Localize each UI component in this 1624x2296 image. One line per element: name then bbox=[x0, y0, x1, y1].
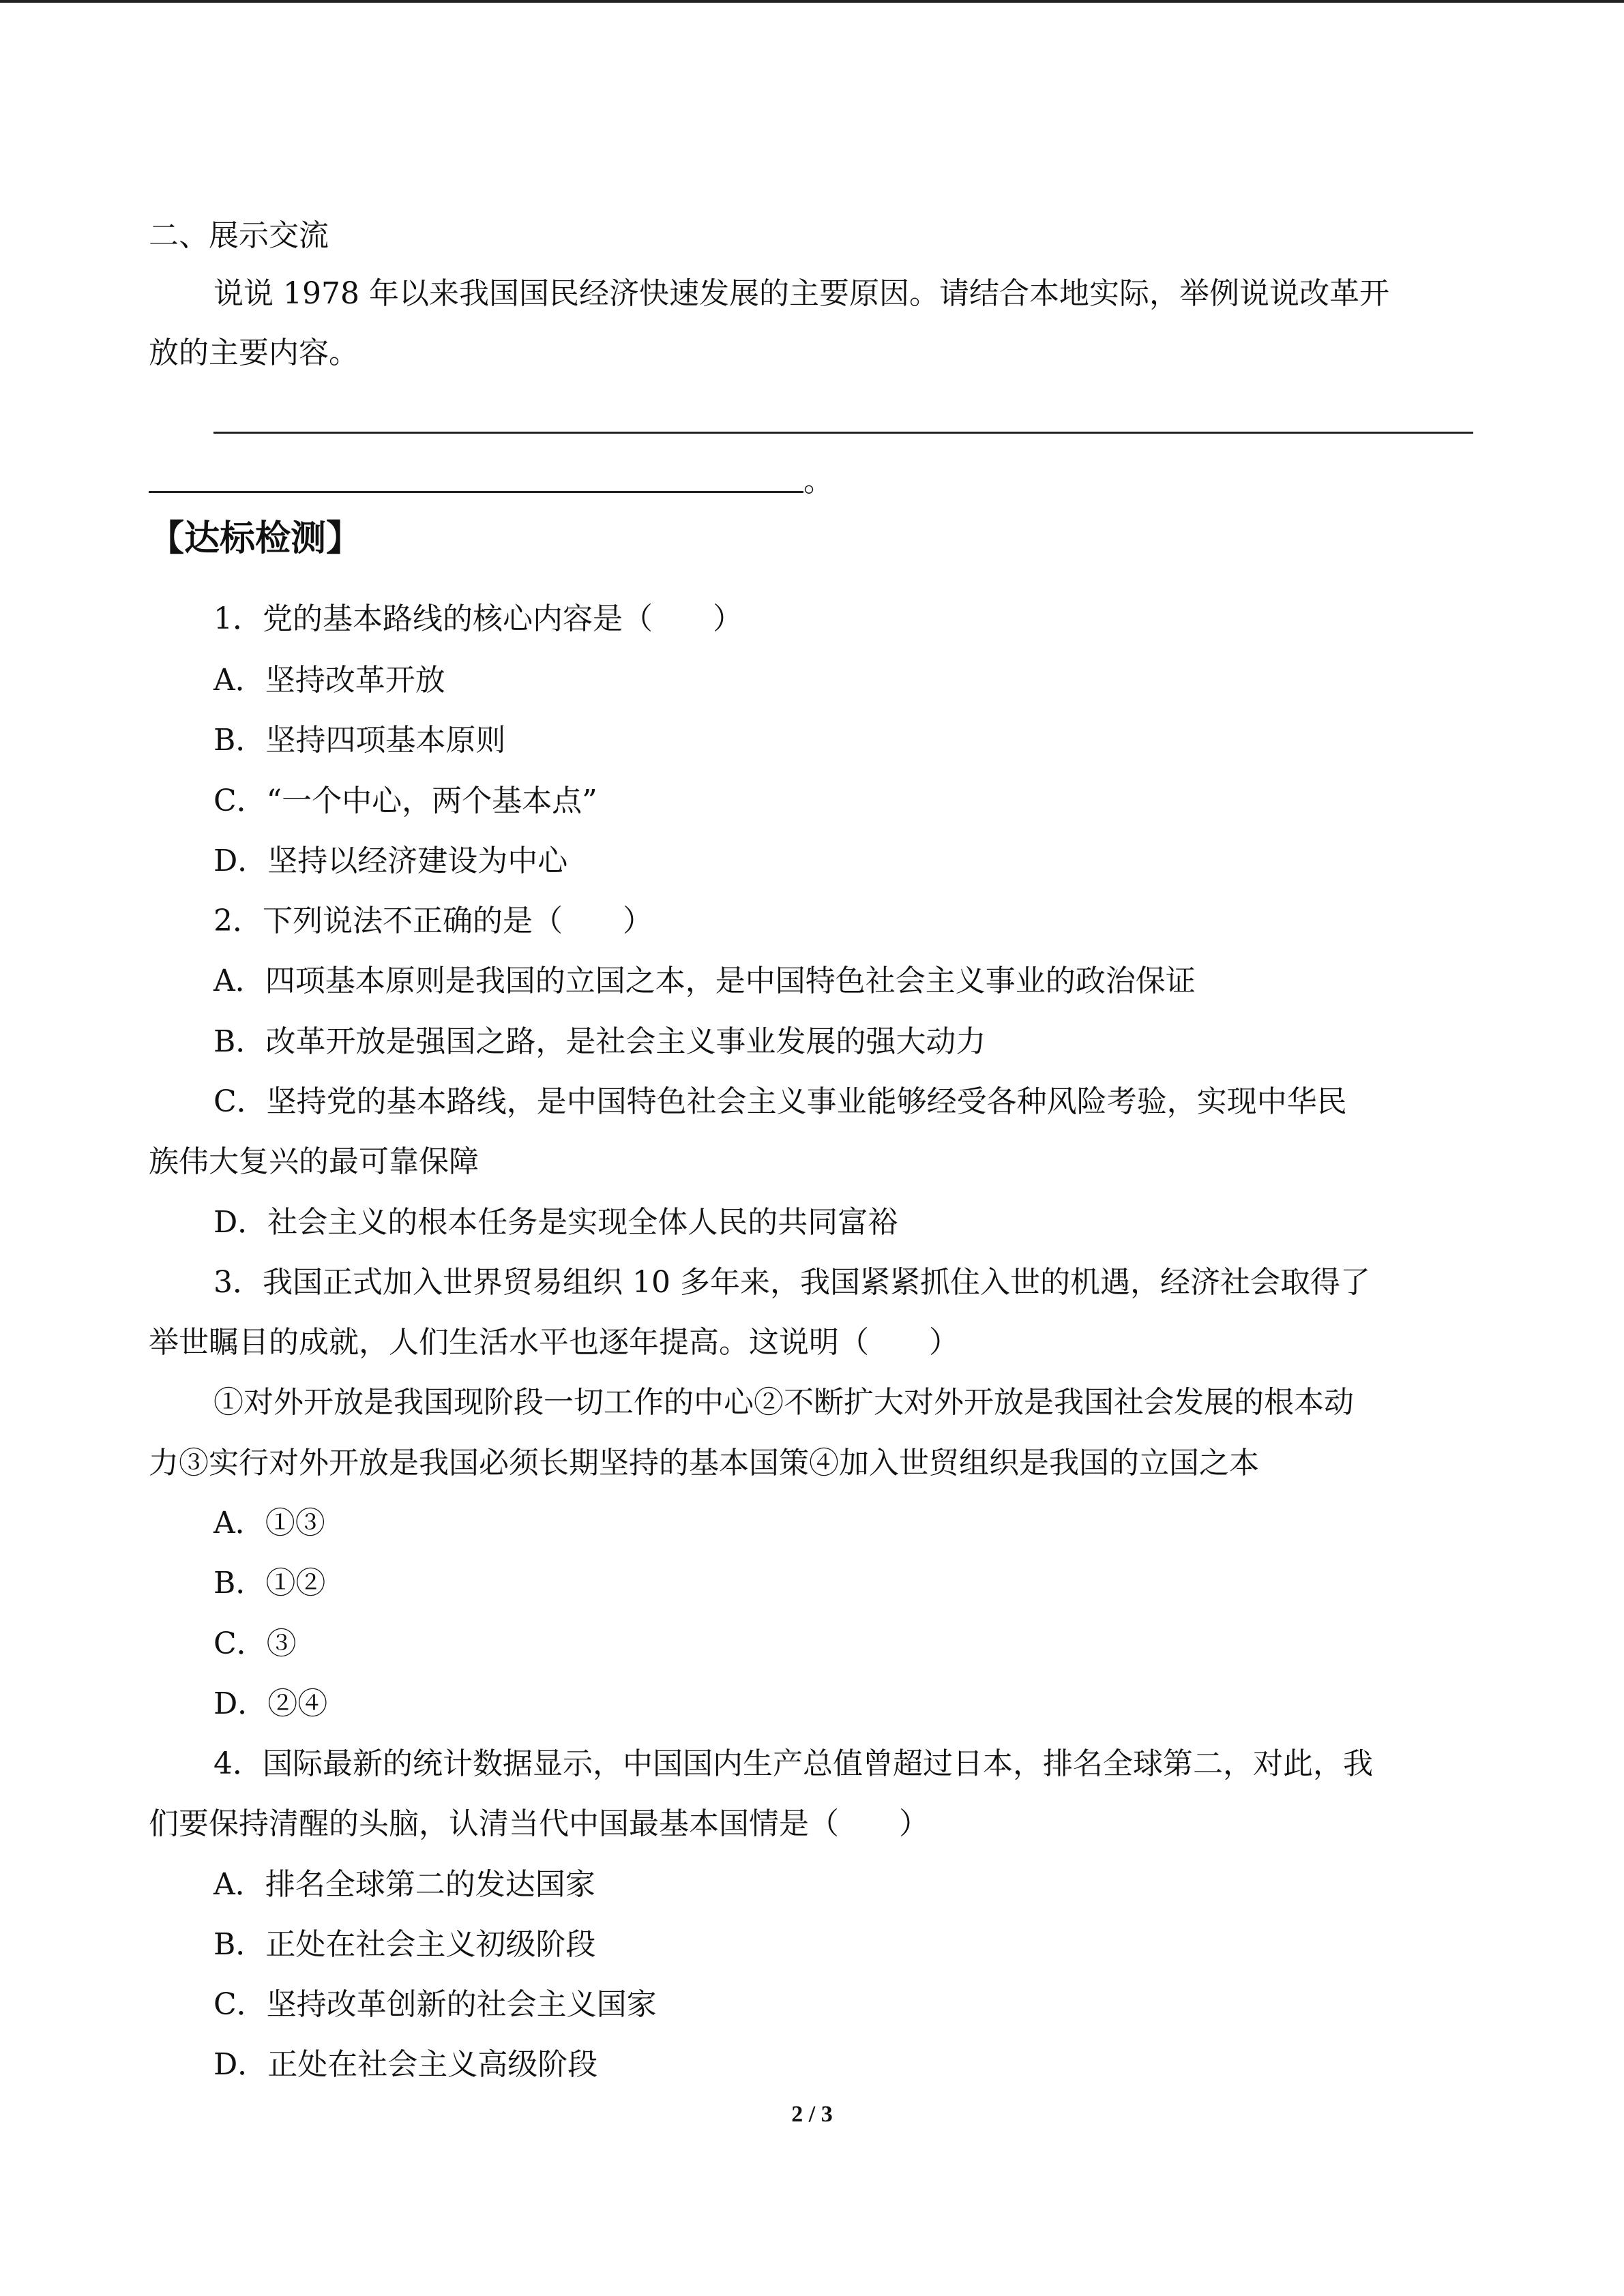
q4-stem-line-1: 4．国际最新的统计数据显示，中国国内生产总值曾超过日本，排名全球第二，对此，我 bbox=[213, 1746, 1373, 1781]
q4-option-a: A．排名全球第二的发达国家 bbox=[213, 1867, 595, 1902]
section-body-line-1: 说说 1978 年以来我国国民经济快速发展的主要原因。请结合本地实际，举例说说改革开 bbox=[213, 276, 1389, 311]
q4-option-c: C．坚持改革创新的社会主义国家 bbox=[213, 1987, 657, 2022]
q2-option-a: A．四项基本原则是我国的立国之本，是中国特色社会主义事业的政治保证 bbox=[213, 964, 1196, 998]
q4-stem-line-2: 们要保持清醒的头脑，认清当代中国最基本国情是（ ） bbox=[149, 1806, 929, 1841]
q1-option-c: C．“一个中心，两个基本点” bbox=[213, 784, 597, 818]
q1-option-b: B．坚持四项基本原则 bbox=[213, 723, 506, 758]
q2-option-c-line-2: 族伟大复兴的最可靠保障 bbox=[149, 1144, 479, 1179]
q4-option-d: D．正处在社会主义高级阶段 bbox=[213, 2047, 598, 2082]
answer-line-1 bbox=[213, 432, 1473, 434]
q3-option-c: C．③ bbox=[213, 1626, 297, 1661]
q2-stem: 2．下列说法不正确的是（ ） bbox=[213, 904, 653, 938]
answer-line-2 bbox=[149, 491, 803, 493]
q3-statements-line-2: 力③实行对外开放是我国必须长期坚持的基本国策④加入世贸组织是我国的立国之本 bbox=[149, 1446, 1259, 1480]
section-body-line-2: 放的主要内容。 bbox=[149, 336, 359, 370]
q3-option-d: D．②④ bbox=[213, 1686, 328, 1721]
q2-option-d: D．社会主义的根本任务是实现全体人民的共同富裕 bbox=[213, 1205, 898, 1240]
q3-stem-line-2: 举世瞩目的成就，人们生活水平也逐年提高。这说明（ ） bbox=[149, 1325, 959, 1360]
q1-option-a: A．坚持改革开放 bbox=[213, 663, 445, 698]
q2-option-b: B．改革开放是强国之路，是社会主义事业发展的强大动力 bbox=[213, 1024, 986, 1059]
answer-period: 。 bbox=[803, 464, 833, 498]
q4-option-b: B．正处在社会主义初级阶段 bbox=[213, 1927, 596, 1962]
q1-option-d: D．坚持以经济建设为中心 bbox=[213, 844, 568, 878]
q3-stem-line-1: 3．我国正式加入世界贸易组织 10 多年来，我国紧紧抓住入世的机遇，经济社会取得了 bbox=[213, 1265, 1370, 1300]
q1-stem: 1．党的基本路线的核心内容是（ ） bbox=[213, 601, 743, 636]
q3-option-a: A．①③ bbox=[213, 1506, 325, 1540]
q2-option-c-line-1: C．坚持党的基本路线，是中国特色社会主义事业能够经受各种风险考验，实现中华民 bbox=[213, 1084, 1347, 1119]
q3-option-b: B．①② bbox=[213, 1566, 326, 1600]
top-border bbox=[0, 0, 1624, 3]
test-heading: 【达标检测】 bbox=[149, 518, 362, 559]
page-number: 2 / 3 bbox=[791, 2102, 833, 2127]
q3-statements-line-1: ①对外开放是我国现阶段一切工作的中心②不断扩大对外开放是我国社会发展的根本动 bbox=[213, 1385, 1354, 1420]
section-title: 二、展示交流 bbox=[149, 218, 329, 253]
